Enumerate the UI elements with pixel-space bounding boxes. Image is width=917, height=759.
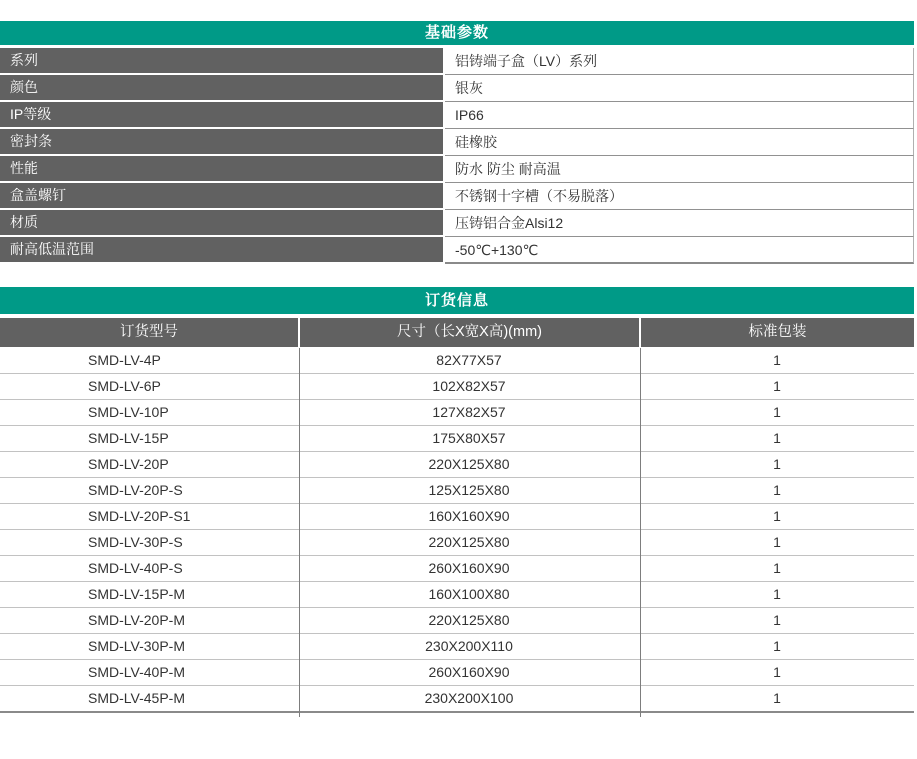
packaging-cell: 1 <box>773 430 781 446</box>
order-row <box>0 686 914 713</box>
model-cell: SMD-LV-15P <box>88 430 169 446</box>
packaging-cell: 1 <box>773 638 781 654</box>
order-row <box>0 582 914 608</box>
packaging-cell: 1 <box>773 560 781 576</box>
dimensions-cell: 220X125X80 <box>428 534 510 550</box>
param-value: 压铸铝合金Alsi12 <box>445 210 914 237</box>
order-row <box>0 556 914 582</box>
dimensions-cell: 82X77X57 <box>436 352 502 368</box>
ordering-table-body <box>0 348 914 713</box>
param-row <box>0 210 914 237</box>
order-row <box>0 634 914 660</box>
dimensions-cell: 175X80X57 <box>432 430 506 446</box>
dimensions-cell: 220X125X80 <box>428 612 510 628</box>
model-cell: SMD-LV-20P-S <box>88 482 183 498</box>
param-value: IP66 <box>445 102 914 129</box>
basic-params-table <box>0 21 914 264</box>
model-cell: SMD-LV-6P <box>88 378 161 394</box>
param-row <box>0 75 914 102</box>
model-cell: SMD-LV-20P-M <box>88 612 185 628</box>
dimensions-cell: 230X200X100 <box>424 690 514 706</box>
order-row <box>0 608 914 634</box>
model-cell: SMD-LV-15P-M <box>88 586 185 602</box>
dimensions-cell: 127X82X57 <box>432 404 506 420</box>
basic-params-title: 基础参数 <box>0 21 914 45</box>
param-label: 耐高低温范围 <box>0 237 445 264</box>
model-cell: SMD-LV-40P-S <box>88 560 183 576</box>
param-row <box>0 102 914 129</box>
dimensions-cell: 260X160X90 <box>428 664 510 680</box>
dimensions-cell: 220X125X80 <box>428 456 510 472</box>
order-row <box>0 504 914 530</box>
ordering-table <box>0 287 914 713</box>
param-row <box>0 237 914 264</box>
order-row <box>0 426 914 452</box>
ordering-title: 订货信息 <box>0 287 914 314</box>
packaging-cell: 1 <box>773 456 781 472</box>
order-row <box>0 400 914 426</box>
dimensions-cell: 102X82X57 <box>432 378 506 394</box>
order-row <box>0 374 914 400</box>
packaging-cell: 1 <box>773 404 781 420</box>
dimensions-cell: 160X100X80 <box>428 586 510 602</box>
model-cell: SMD-LV-20P <box>88 456 169 472</box>
dimensions-cell: 260X160X90 <box>428 560 510 576</box>
param-value: 银灰 <box>445 75 914 102</box>
product-spec-page <box>0 21 917 759</box>
packaging-cell: 1 <box>773 508 781 524</box>
param-label: 性能 <box>0 156 445 183</box>
param-row <box>0 48 914 75</box>
dimensions-cell: 160X160X90 <box>428 508 510 524</box>
param-label: IP等级 <box>0 102 445 129</box>
param-value: 防水 防尘 耐高温 <box>445 156 914 183</box>
param-label: 盒盖螺钉 <box>0 183 445 210</box>
packaging-cell: 1 <box>773 352 781 368</box>
col-header-packaging: 标准包装 <box>641 318 914 347</box>
packaging-cell: 1 <box>773 664 781 680</box>
packaging-cell: 1 <box>773 482 781 498</box>
param-value: 不锈钢十字槽（不易脱落） <box>445 183 914 210</box>
param-label: 颜色 <box>0 75 445 102</box>
column-divider <box>299 348 300 717</box>
model-cell: SMD-LV-40P-M <box>88 664 185 680</box>
param-row <box>0 183 914 210</box>
model-cell: SMD-LV-30P-M <box>88 638 185 654</box>
order-row <box>0 530 914 556</box>
order-row <box>0 452 914 478</box>
model-cell: SMD-LV-45P-M <box>88 690 185 706</box>
order-row <box>0 660 914 686</box>
column-divider <box>640 348 641 717</box>
packaging-cell: 1 <box>773 690 781 706</box>
param-row <box>0 129 914 156</box>
packaging-cell: 1 <box>773 586 781 602</box>
model-cell: SMD-LV-10P <box>88 404 169 420</box>
param-label: 密封条 <box>0 129 445 156</box>
ordering-header-row <box>0 318 914 347</box>
col-header-model: 订货型号 <box>0 318 298 347</box>
order-row <box>0 478 914 504</box>
dimensions-cell: 230X200X110 <box>425 638 513 654</box>
model-cell: SMD-LV-30P-S <box>88 534 183 550</box>
dimensions-cell: 125X125X80 <box>428 482 510 498</box>
col-header-dimensions: 尺寸（长X宽X高)(mm) <box>300 318 639 347</box>
packaging-cell: 1 <box>773 378 781 394</box>
param-value: 铝铸端子盒（LV）系列 <box>445 48 914 75</box>
packaging-cell: 1 <box>773 534 781 550</box>
model-cell: SMD-LV-4P <box>88 352 161 368</box>
packaging-cell: 1 <box>773 612 781 628</box>
param-value: -50℃+130℃ <box>445 237 914 264</box>
model-cell: SMD-LV-20P-S1 <box>88 508 191 524</box>
param-label: 材质 <box>0 210 445 237</box>
param-value: 硅橡胶 <box>445 129 914 156</box>
order-row <box>0 348 914 374</box>
param-row <box>0 156 914 183</box>
param-label: 系列 <box>0 48 445 75</box>
